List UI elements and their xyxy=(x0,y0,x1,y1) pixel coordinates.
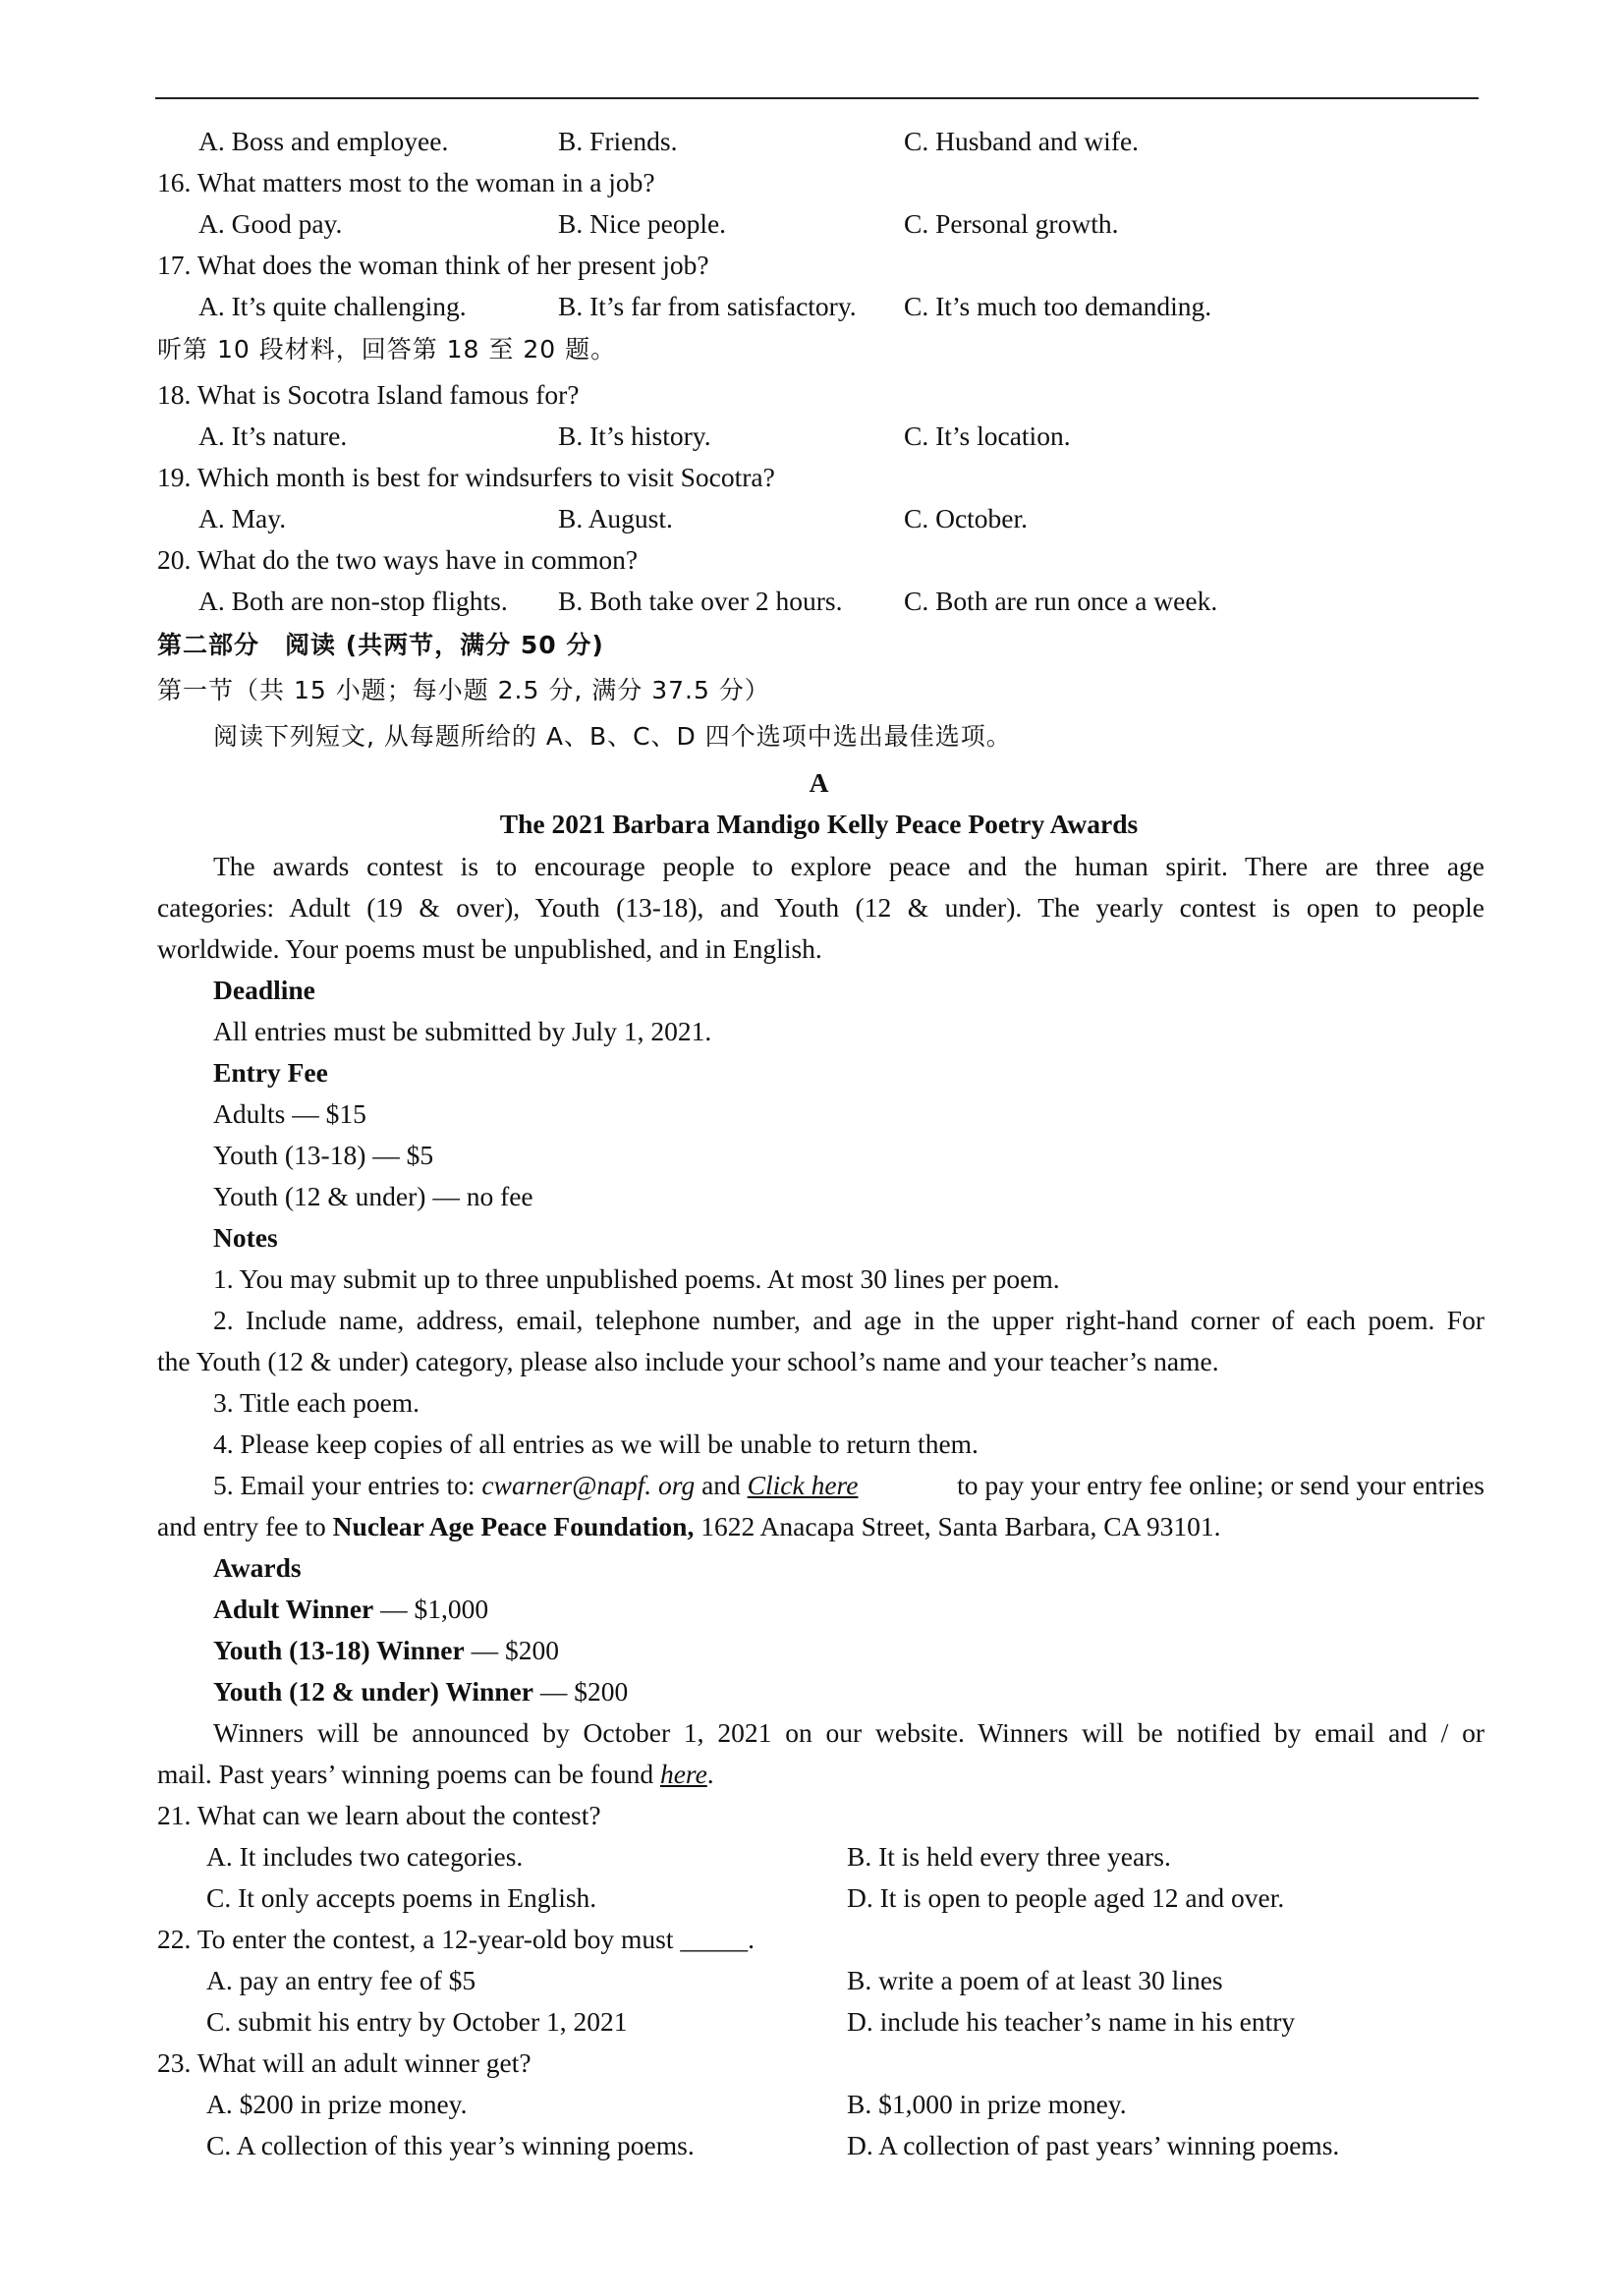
note-5-line-1 xyxy=(213,1469,1484,1502)
note-4: 4. Please keep copies of all entries as we will be unable to return them. xyxy=(213,1428,979,1459)
pay-online-link[interactable]: Click here xyxy=(747,1470,859,1500)
question-22: 22. To enter the contest, a 12-year-old boy must _____. xyxy=(157,1924,755,1954)
intro-line-2: categories: Adult (19 & over), Youth (13-18), and Youth (12 & under). The yearly contest is open to people xyxy=(157,892,1484,923)
question-23: 23. What will an adult winner get? xyxy=(157,2047,532,2078)
question-21: 21. What can we learn about the contest? xyxy=(157,1800,601,1830)
q23-option-d: D. A collection of past years’ winning poems. xyxy=(847,2130,1340,2160)
q22-option-b: B. write a poem of at least 30 lines xyxy=(847,1965,1223,1995)
question-20: 20. What do the two ways have in common? xyxy=(157,544,639,575)
part2-heading: 第二部分 阅读 (共两节，满分 50 分) xyxy=(157,631,604,659)
entry-fee-heading: Entry Fee xyxy=(213,1057,328,1088)
q15-option-b: B. Friends. xyxy=(558,126,678,156)
q21-option-d: D. It is open to people aged 12 and over. xyxy=(847,1882,1285,1913)
question-16: 16. What matters most to the woman in a job? xyxy=(157,167,655,197)
q15-option-c: C. Husband and wife. xyxy=(904,126,1140,156)
q20-option-c: C. Both are run once a week. xyxy=(904,586,1218,616)
passage-title: The 2021 Barbara Mandigo Kelly Peace Poetry Awards xyxy=(499,809,1139,839)
q21-option-b: B. It is held every three years. xyxy=(847,1841,1171,1872)
q18-option-a: A. It’s nature. xyxy=(198,420,348,451)
note-5-prefix xyxy=(213,1469,858,1502)
foundation-address: 1622 Anacapa Street, Santa Barbara, CA 93101. xyxy=(694,1511,1221,1541)
note-5-line-2 xyxy=(157,1510,1220,1543)
note-2-line-2: the Youth (12 & under) category, please also include your school’s name and your teacher’s name. xyxy=(157,1346,1219,1376)
winners-line-1: Winners will be announced by October 1, 2021 on our website. Winners will be notified by email and / or xyxy=(213,1717,1484,1748)
q20-option-b: B. Both take over 2 hours. xyxy=(558,586,843,616)
q22-option-c: C. submit his entry by October 1, 2021 xyxy=(206,2006,628,2037)
award-adult-value: — $1,000 xyxy=(373,1594,489,1624)
q22-option-a: A. pay an entry fee of $5 xyxy=(206,1965,476,1995)
award-youth2-value: — $200 xyxy=(532,1676,629,1707)
note-3: 3. Title each poem. xyxy=(213,1387,420,1418)
winners-line-2 xyxy=(157,1758,714,1791)
question-17: 17. What does the woman think of her present job? xyxy=(157,250,709,280)
header-rule xyxy=(155,97,1479,99)
note-5-suffix: to pay your entry fee online; or send your entries xyxy=(957,1470,1484,1500)
q23-option-b: B. $1,000 in prize money. xyxy=(847,2089,1127,2119)
note-1: 1. You may submit up to three unpublished poems. At most 30 lines per poem. xyxy=(213,1263,1060,1294)
q23-option-a: A. $200 in prize money. xyxy=(206,2089,468,2119)
fee-youth-12-under: Youth (12 & under) — no fee xyxy=(213,1181,533,1211)
q22-option-d: D. include his teacher’s name in his entry xyxy=(847,2006,1296,2037)
listening-instruction-10: 听第 10 段材料，回答第 18 至 20 题。 xyxy=(157,335,617,364)
award-youth2-label: Youth (12 & under) Winner xyxy=(213,1676,533,1707)
intro-line-3: worldwide. Your poems must be unpublished, and in English. xyxy=(157,933,822,964)
awards-heading: Awards xyxy=(213,1552,302,1583)
note-5-and: and xyxy=(695,1470,748,1500)
award-adult-label: Adult Winner xyxy=(213,1594,374,1624)
q16-option-c: C. Personal growth. xyxy=(904,208,1119,239)
note-2-line-1: 2. Include name, address, email, telephone number, and age in the upper right-hand corner of each poem. For xyxy=(213,1305,1484,1335)
question-19: 19. Which month is best for windsurfers to visit Socotra? xyxy=(157,462,775,492)
deadline-text: All entries must be submitted by July 1, 2021. xyxy=(213,1016,712,1046)
notes-heading: Notes xyxy=(213,1222,278,1253)
passage-letter: A xyxy=(809,767,829,798)
q15-option-a: A. Boss and employee. xyxy=(198,126,449,156)
q18-option-c: C. It’s location. xyxy=(904,420,1071,451)
award-youth-13-18 xyxy=(213,1634,559,1667)
q19-option-c: C. October. xyxy=(904,503,1029,533)
note-5-lead: 5. Email your entries to: xyxy=(213,1470,482,1500)
q19-option-b: B. August. xyxy=(558,503,673,533)
winners-line-2-text: mail. Past years’ winning poems can be found xyxy=(157,1759,660,1789)
deadline-heading: Deadline xyxy=(213,975,315,1005)
award-adult xyxy=(213,1593,488,1626)
q21-option-a: A. It includes two categories. xyxy=(206,1841,524,1872)
fee-youth-13-18: Youth (13-18) — $5 xyxy=(213,1140,434,1170)
q18-option-b: B. It’s history. xyxy=(558,420,711,451)
q17-option-b: B. It’s far from satisfactory. xyxy=(558,291,857,321)
q16-option-b: B. Nice people. xyxy=(558,208,727,239)
q16-option-a: A. Good pay. xyxy=(198,208,343,239)
note-5b-lead: and entry fee to xyxy=(157,1511,333,1541)
foundation-name: Nuclear Age Peace Foundation, xyxy=(332,1511,695,1541)
award-youth1-label: Youth (13-18) Winner xyxy=(213,1635,465,1665)
q17-option-a: A. It’s quite challenging. xyxy=(198,291,467,321)
q17-option-c: C. It’s much too demanding. xyxy=(904,291,1212,321)
question-18: 18. What is Socotra Island famous for? xyxy=(157,379,580,410)
intro-line-1: The awards contest is to encourage people to explore peace and the human spirit. There are three age xyxy=(213,851,1484,881)
contact-email[interactable]: cwarner@napf. org xyxy=(481,1470,696,1500)
award-youth-12-under xyxy=(213,1675,628,1708)
q23-option-c: C. A collection of this year’s winning poems. xyxy=(206,2130,695,2160)
reading-instructions: 阅读下列短文, 从每题所给的 A、B、C、D 四个选项中选出最佳选项。 xyxy=(213,722,1012,751)
winners-line-2-end: . xyxy=(706,1759,714,1789)
fee-adults: Adults — $15 xyxy=(213,1098,366,1129)
award-youth1-value: — $200 xyxy=(464,1635,559,1665)
section1-heading: 第一节（共 15 小题；每小题 2.5 分, 满分 37.5 分） xyxy=(157,676,770,704)
q19-option-a: A. May. xyxy=(198,503,287,533)
q20-option-a: A. Both are non-stop flights. xyxy=(198,586,508,616)
q21-option-c: C. It only accepts poems in English. xyxy=(206,1882,597,1913)
past-winners-link[interactable]: here xyxy=(659,1759,707,1789)
